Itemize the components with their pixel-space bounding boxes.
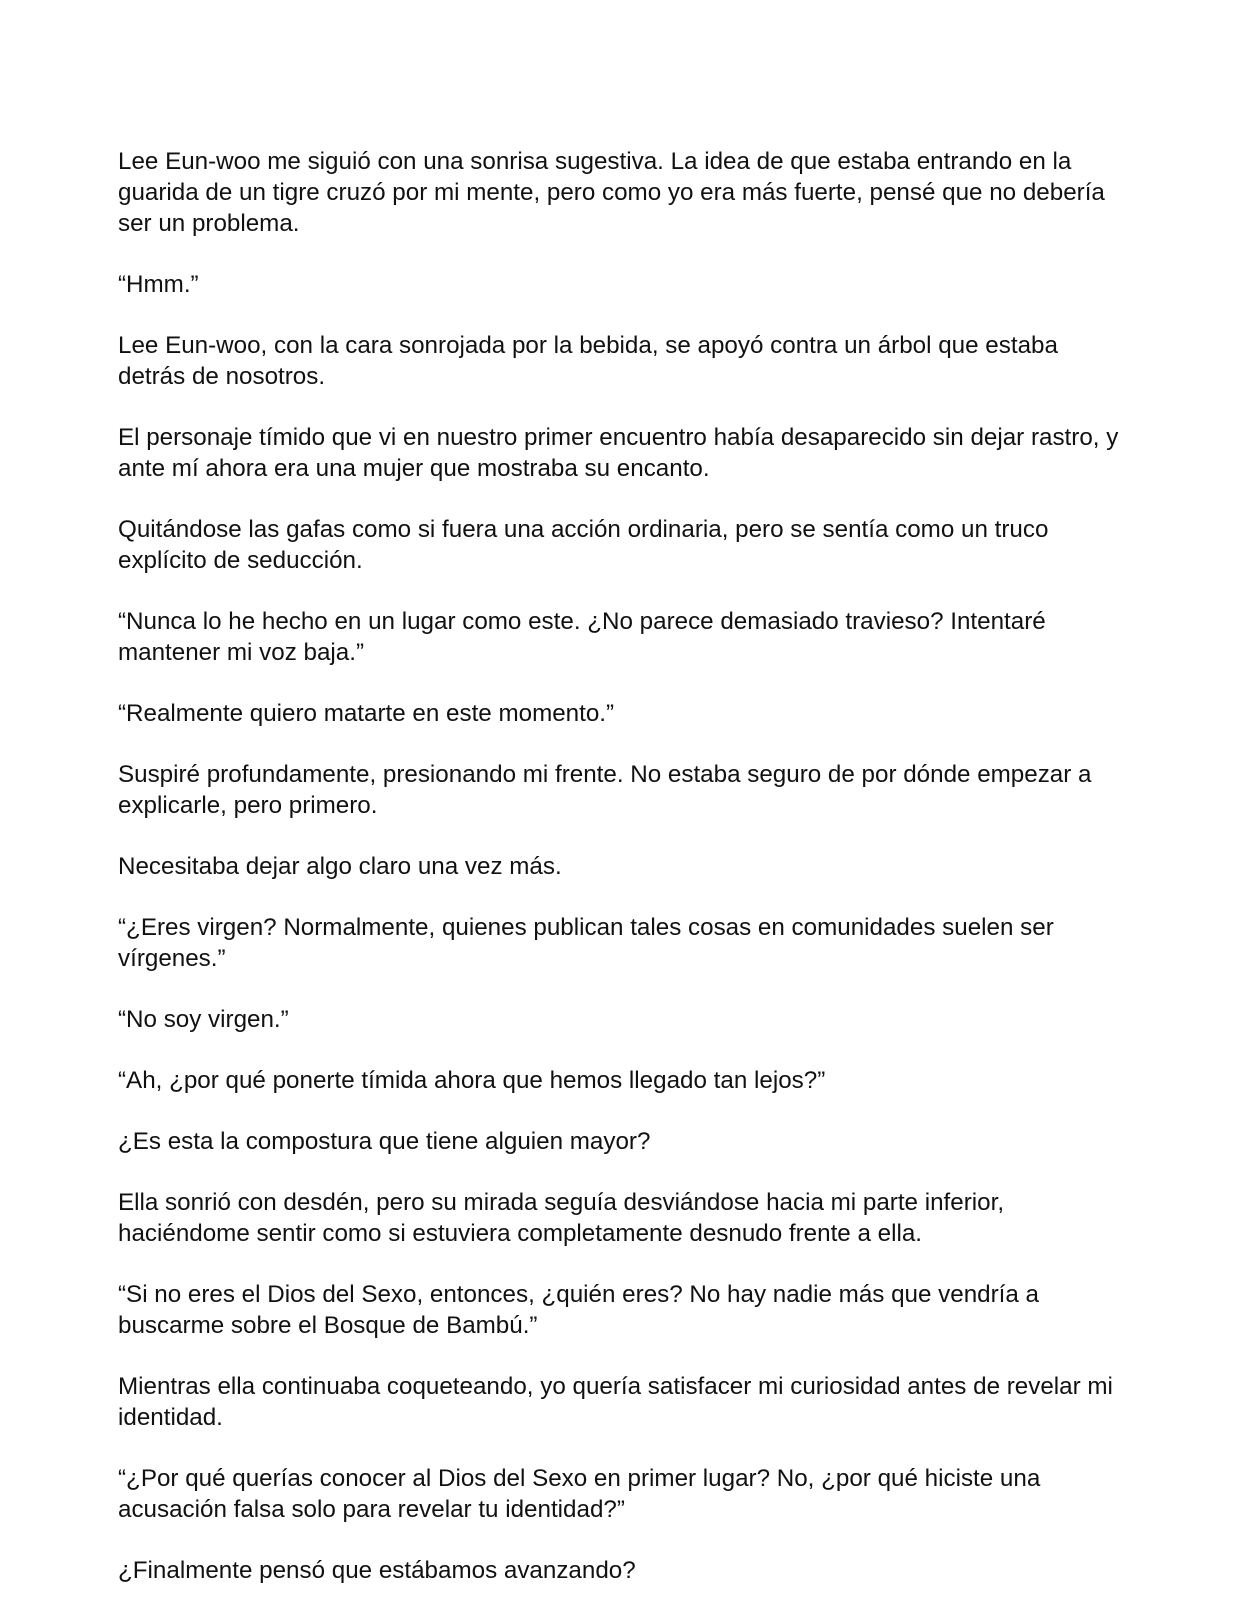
paragraph: “Ah, ¿por qué ponerte tímida ahora que hemos llegado tan lejos?” bbox=[118, 1067, 826, 1094]
paragraph: Ella sonrió con desdén, pero su mirada seguía desviándose hacia mi parte inferior, haciéndome sentir como si estuviera completamente desnudo frente a ella. bbox=[118, 1189, 1005, 1247]
paragraph: Mientras ella continuaba coqueteando, yo quería satisfacer mi curiosidad antes de revelar mi identidad. bbox=[118, 1373, 1113, 1431]
paragraph: “Hmm.” bbox=[118, 271, 199, 298]
paragraph: “Nunca lo he hecho en un lugar como este. ¿No parece demasiado travieso? Intentaré mantener mi voz baja.” bbox=[118, 608, 1046, 666]
paragraph: “¿Por qué querías conocer al Dios del Sexo en primer lugar? No, ¿por qué hiciste una acusación falsa solo para revelar tu identidad?” bbox=[118, 1465, 1041, 1523]
paragraph: Necesitaba dejar algo claro una vez más. bbox=[118, 853, 562, 880]
paragraph: Suspiré profundamente, presionando mi frente. No estaba seguro de por dónde empezar a explicarle, pero primero. bbox=[118, 761, 1092, 819]
paragraph: “¿Eres virgen? Normalmente, quienes publican tales cosas en comunidades suelen ser vírgenes.” bbox=[118, 914, 1054, 972]
paragraph: ¿Es esta la compostura que tiene alguien mayor? bbox=[118, 1128, 651, 1155]
paragraph: Lee Eun-woo me siguió con una sonrisa sugestiva. La idea de que estaba entrando en la guarida de un tigre cruzó por mi mente, pero como yo era más fuerte, pensé que no debería ser un problema. bbox=[118, 148, 1105, 237]
paragraph: “Realmente quiero matarte en este momento.” bbox=[118, 700, 615, 727]
paragraph: “Si no eres el Dios del Sexo, entonces, ¿quién eres? No hay nadie más que vendría a buscarme sobre el Bosque de Bambú.” bbox=[118, 1281, 1040, 1339]
document-body bbox=[118, 146, 1128, 1616]
paragraph: Quitándose las gafas como si fuera una acción ordinaria, pero se sentía como un truco explícito de seducción. bbox=[118, 516, 1049, 574]
paragraph: ¿Finalmente pensó que estábamos avanzando? bbox=[118, 1557, 636, 1584]
paragraph: “No soy virgen.” bbox=[118, 1006, 289, 1033]
paragraph: Lee Eun-woo, con la cara sonrojada por la bebida, se apoyó contra un árbol que estaba detrás de nosotros. bbox=[118, 332, 1058, 390]
paragraph: El personaje tímido que vi en nuestro primer encuentro había desaparecido sin dejar rastro, y ante mí ahora era una mujer que mostraba su encanto. bbox=[118, 424, 1119, 482]
